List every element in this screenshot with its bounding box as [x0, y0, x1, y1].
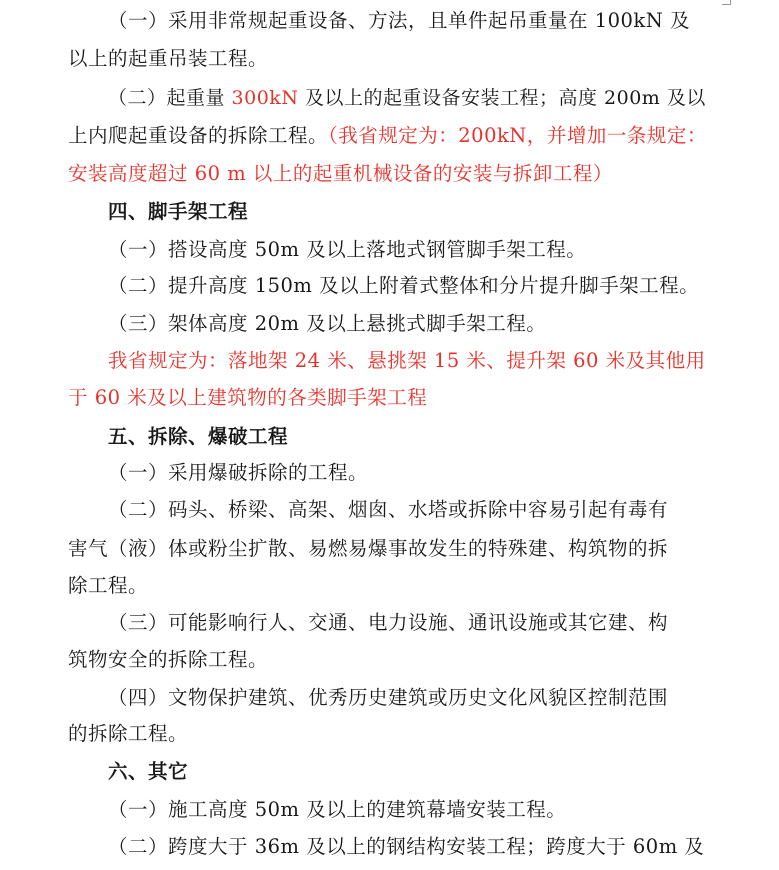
paragraph-line: （四）文物保护建筑、优秀历史建筑或历史文化风貌区控制范围 [108, 686, 669, 709]
paragraph-line: 除工程。 [68, 574, 149, 597]
line-text: 及以上的起重设备安装工程；高度 200m 及以 [298, 87, 706, 109]
paragraph-line [108, 86, 706, 110]
paragraph-line: （二）提升高度 150m 及以上附着式整体和分片提升脚手架工程。 [108, 274, 700, 297]
line-text: 上内爬起重设备的拆除工程。 [68, 124, 329, 147]
paragraph-line: 筑物安全的拆除工程。 [68, 648, 269, 671]
provincial-note: 于 60 米及以上建筑物的各类脚手架工程 [68, 386, 428, 409]
paragraph-line: （二）跨度大于 36m 及以上的钢结构安装工程；跨度大于 60m 及 [108, 835, 705, 858]
provincial-note: 我省规定为：落地架 24 米、悬挑架 15 米、提升架 60 米及其他用 [108, 349, 706, 372]
section-heading: 六、其它 [108, 760, 189, 783]
paragraph-line: （三）架体高度 20m 及以上悬挑式脚手架工程。 [108, 312, 547, 335]
page-corner-mark [722, 0, 731, 5]
line-text: （二）起重量 [108, 87, 232, 109]
paragraph-line: （二）码头、桥梁、高架、烟囱、水塔或拆除中容易引起有毒有 [108, 498, 669, 521]
paragraph-line: 害气（液）体或粉尘扩散、易燃易爆事故发生的特殊建、构筑物的拆 [68, 537, 669, 560]
highlight-value: 300kN [231, 87, 299, 109]
provincial-note: 安装高度超过 60 m 以上的起重机械设备的安装与拆卸工程） [68, 162, 613, 185]
paragraph-line: 以上的起重吊装工程。 [68, 47, 269, 70]
section-heading: 五、拆除、爆破工程 [108, 425, 289, 448]
provincial-note: （我省规定为：200kN，并增加一条规定： [328, 124, 707, 147]
paragraph-line: 的拆除工程。 [68, 722, 189, 745]
paragraph-line: （一）采用爆破拆除的工程。 [108, 461, 369, 484]
paragraph-line: （一）搭设高度 50m 及以上落地式钢管脚手架工程。 [108, 238, 587, 261]
paragraph-line [68, 124, 707, 148]
paragraph-line: （三）可能影响行人、交通、电力设施、通讯设施或其它建、构 [108, 611, 669, 634]
paragraph-line: （一）施工高度 50m 及以上的建筑幕墙安装工程。 [108, 798, 567, 821]
paragraph-line: （一）采用非常规起重设备、方法，且单件起吊重量在 100kN 及 [108, 9, 690, 32]
section-heading: 四、脚手架工程 [108, 200, 249, 223]
